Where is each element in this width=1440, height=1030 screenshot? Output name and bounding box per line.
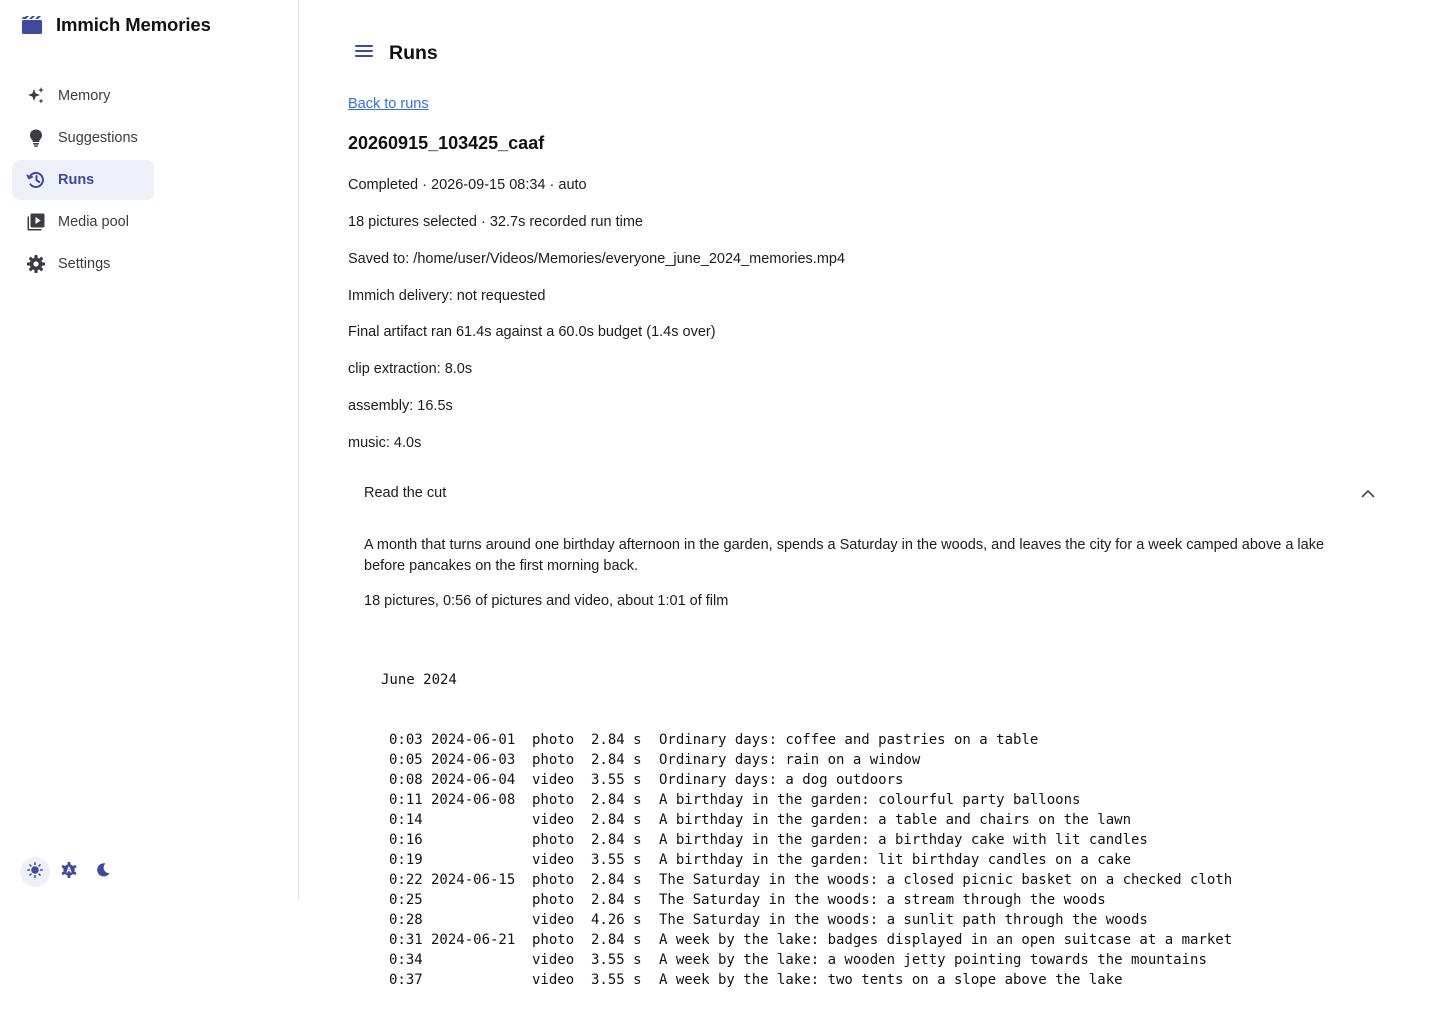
timeline-duration: 2.84 s	[591, 752, 642, 768]
timeline-kind: video	[532, 952, 575, 968]
timeline-month: June 2024	[381, 672, 457, 688]
timeline-date: 2024-06-04	[431, 772, 516, 788]
timeline-caption: A week by the lake: badges displayed in an open suitcase at a market	[659, 932, 1233, 948]
timeline-caption: A birthday in the garden: lit birthday candles on a cake	[659, 852, 1132, 868]
timeline-date	[431, 810, 532, 830]
timeline-time: 0:22	[389, 872, 423, 888]
sidebar-item-label: Settings	[58, 256, 111, 272]
timeline-date	[431, 830, 532, 850]
sidebar-item-suggestions[interactable]	[12, 118, 154, 158]
timeline-caption: A birthday in the garden: a birthday cake with lit candles	[659, 832, 1148, 848]
timeline-row	[381, 910, 1232, 930]
timeline-row	[381, 730, 1232, 750]
timeline-row	[381, 950, 1232, 970]
app-title: Immich Memories	[56, 14, 211, 35]
sidebar-item-label: Suggestions	[58, 130, 138, 146]
timeline-date	[431, 970, 532, 990]
timeline-duration: 4.26 s	[591, 912, 642, 928]
timeline-duration: 2.84 s	[591, 732, 642, 748]
timeline-row	[381, 930, 1232, 950]
timeline-row	[381, 830, 1232, 850]
timeline-time: 0:19	[389, 852, 423, 868]
media-library-icon	[26, 212, 46, 232]
sidebar-item-label: Media pool	[58, 214, 129, 230]
timeline-date: 2024-06-08	[431, 792, 516, 808]
theme-switcher	[20, 857, 118, 887]
back-to-runs-link[interactable]: Back to runs	[348, 96, 429, 112]
timeline-time: 0:05	[389, 752, 423, 768]
timeline-row	[381, 770, 1232, 790]
timeline-date	[431, 890, 532, 910]
timeline-duration: 3.55 s	[591, 852, 642, 868]
sidebar-item-memory[interactable]	[12, 76, 154, 116]
timeline-kind: video	[532, 772, 575, 788]
run-status: Completed · 2026-09-15 08:34 · auto	[348, 177, 587, 193]
auto-mode-icon	[60, 861, 78, 884]
gear-icon	[26, 254, 46, 274]
timeline-time: 0:08	[389, 772, 423, 788]
timeline-date: 2024-06-01	[431, 732, 516, 748]
cut-description: A month that turns around one birthday afternoon in the garden, spends a Saturday in the woods, and leaves the city for a week camped above a lake before pancakes on the first morning back.	[364, 537, 1325, 574]
sidebar-item-settings[interactable]	[12, 244, 154, 284]
timeline-duration: 2.84 s	[591, 872, 642, 888]
cut-timeline	[381, 630, 1232, 1030]
timeline-caption: A week by the lake: two tents on a slope above the lake	[659, 972, 1123, 988]
timeline-kind: photo	[532, 892, 575, 908]
timing-music: music: 4.0s	[348, 435, 422, 451]
budget-status: Final artifact ran 61.4s against a 60.0s budget (1.4s over)	[348, 324, 716, 340]
timeline-date	[431, 910, 532, 930]
timeline-caption: Ordinary days: a dog outdoors	[659, 772, 904, 788]
timeline-caption: Ordinary days: coffee and pastries on a table	[659, 732, 1039, 748]
timeline-caption: A birthday in the garden: colourful party balloons	[659, 792, 1081, 808]
sidebar-item-label: Memory	[58, 88, 111, 104]
sidebar-item-media-pool[interactable]	[12, 202, 154, 242]
timeline-duration: 2.84 s	[591, 932, 642, 948]
sidebar-nav	[12, 76, 288, 286]
timeline-kind: photo	[532, 792, 575, 808]
sidebar-item-runs[interactable]	[12, 160, 154, 200]
timeline-row	[381, 790, 1232, 810]
timeline-duration: 2.84 s	[591, 832, 642, 848]
sidebar	[0, 0, 299, 900]
timeline-caption: A birthday in the garden: a table and chairs on the lawn	[659, 812, 1132, 828]
timeline-caption: The Saturday in the woods: a stream through the woods	[659, 892, 1106, 908]
moon-icon	[95, 862, 111, 883]
timeline-date	[431, 950, 532, 970]
timeline-date: 2024-06-03	[431, 752, 516, 768]
light-mode-button[interactable]	[20, 857, 50, 887]
timeline-row	[381, 850, 1232, 870]
brand[interactable]	[22, 14, 211, 36]
main-content	[300, 0, 1440, 988]
timeline-kind: photo	[532, 872, 575, 888]
timeline-date	[431, 850, 532, 870]
timeline-row	[381, 750, 1232, 770]
timeline-kind: photo	[532, 832, 575, 848]
timeline-caption: Ordinary days: rain on a window	[659, 752, 921, 768]
cut-section-title: Read the cut	[364, 485, 447, 501]
timeline-time: 0:16	[389, 832, 423, 848]
timeline-time: 0:14	[389, 812, 423, 828]
cut-summary: 18 pictures, 0:56 of pictures and video, about 1:01 of film	[364, 593, 729, 609]
clapperboard-icon	[22, 14, 42, 36]
sparkles-icon	[26, 86, 46, 106]
dark-mode-button[interactable]	[88, 857, 118, 887]
immich-delivery-status: Immich delivery: not requested	[348, 288, 546, 304]
timeline-duration: 3.55 s	[591, 772, 642, 788]
chevron-up-icon[interactable]	[1356, 481, 1380, 505]
timeline-row	[381, 890, 1232, 910]
timeline-duration: 2.84 s	[591, 792, 642, 808]
hamburger-menu-icon	[354, 43, 374, 64]
timing-assembly: assembly: 16.5s	[348, 398, 453, 414]
timeline-duration: 2.84 s	[591, 812, 642, 828]
menu-button[interactable]	[347, 38, 381, 68]
history-icon	[26, 170, 46, 190]
lightbulb-icon	[26, 128, 46, 148]
timeline-kind: video	[532, 912, 575, 928]
timeline-caption: The Saturday in the woods: a sunlit path through the woods	[659, 912, 1148, 928]
timeline-time: 0:34	[389, 952, 423, 968]
timeline-duration: 2.84 s	[591, 892, 642, 908]
timeline-time: 0:31	[389, 932, 423, 948]
top-bar	[348, 38, 438, 68]
read-the-cut-toggle[interactable]	[348, 478, 1392, 508]
timeline-rows	[381, 730, 1232, 990]
timeline-kind: photo	[532, 932, 575, 948]
timing-clip-extraction: clip extraction: 8.0s	[348, 361, 473, 377]
timeline-row	[381, 810, 1232, 830]
timeline-time: 0:28	[389, 912, 423, 928]
run-summary: 18 pictures selected · 32.7s recorded run time	[348, 214, 643, 230]
timeline-row	[381, 870, 1232, 890]
timeline-kind: video	[532, 972, 575, 988]
sun-icon	[27, 862, 43, 883]
timeline-time: 0:25	[389, 892, 423, 908]
timeline-caption: The Saturday in the woods: a closed picnic basket on a checked cloth	[659, 872, 1233, 888]
sidebar-item-label: Runs	[58, 172, 95, 188]
timeline-kind: video	[532, 812, 575, 828]
timeline-time: 0:37	[389, 972, 423, 988]
page-title: Runs	[389, 41, 438, 64]
timeline-kind: photo	[532, 752, 575, 768]
timeline-date: 2024-06-15	[431, 872, 516, 888]
timeline-time: 0:03	[389, 732, 423, 748]
auto-mode-button[interactable]	[54, 857, 84, 887]
run-id: 20260915_103425_caaf	[348, 133, 545, 153]
timeline-date: 2024-06-21	[431, 932, 516, 948]
timeline-caption: A week by the lake: a wooden jetty pointing towards the mountains	[659, 952, 1207, 968]
timeline-duration: 3.55 s	[591, 972, 642, 988]
saved-to-path: Saved to: /home/user/Videos/Memories/everyone_june_2024_memories.mp4	[348, 251, 846, 267]
timeline-row	[381, 970, 1232, 990]
timeline-kind: photo	[532, 732, 575, 748]
timeline-kind: video	[532, 852, 575, 868]
timeline-duration: 3.55 s	[591, 952, 642, 968]
timeline-time: 0:11	[389, 792, 423, 808]
